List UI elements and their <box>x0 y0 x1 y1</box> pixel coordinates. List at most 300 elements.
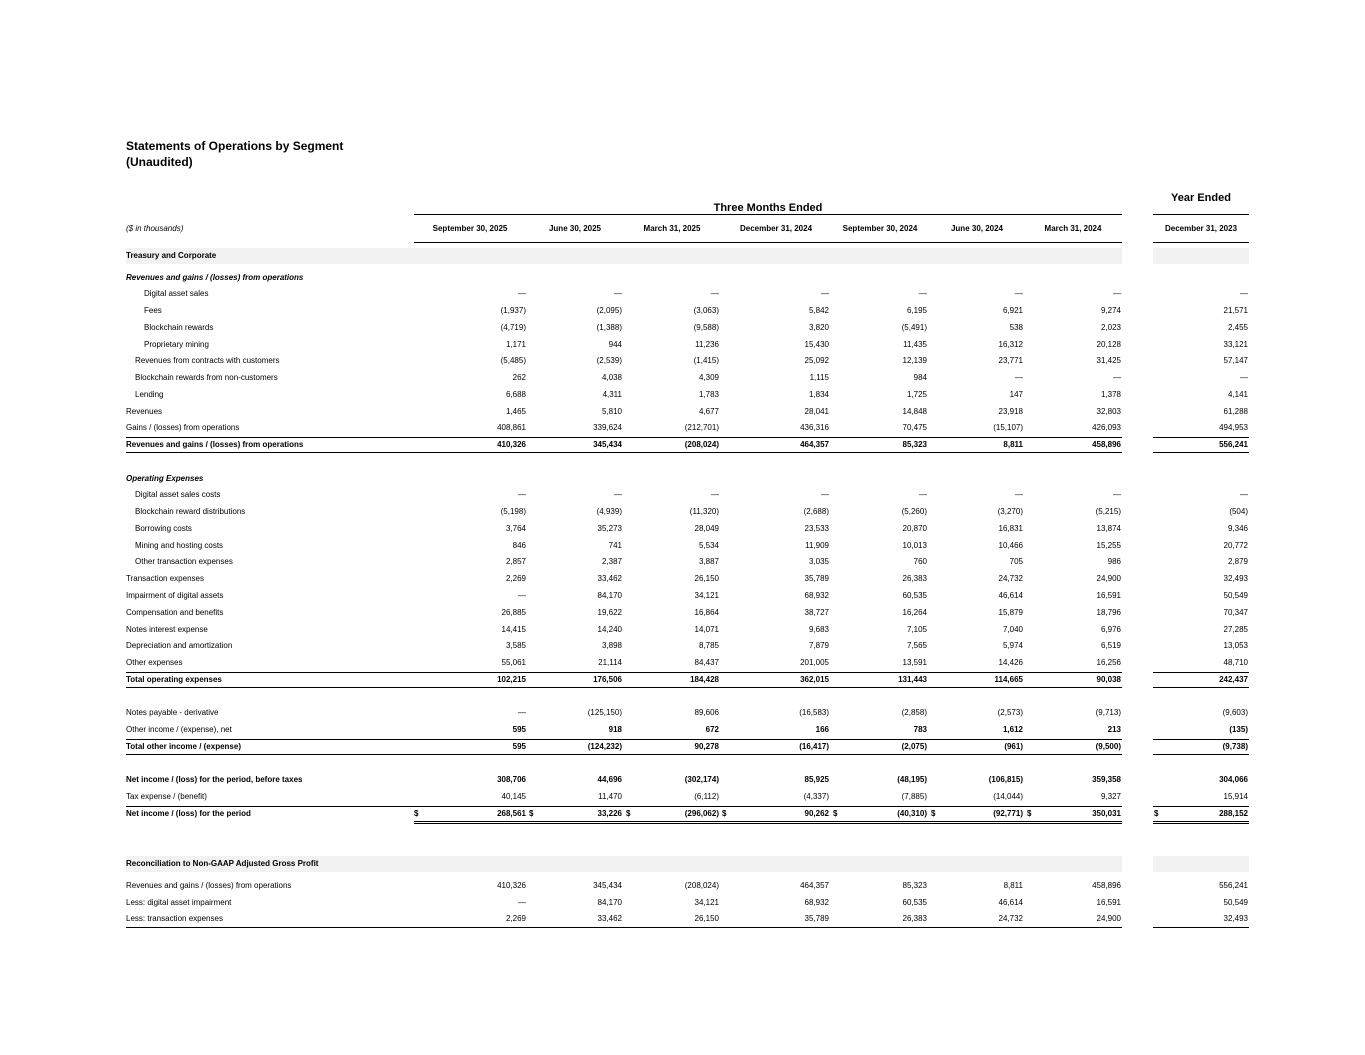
cell-value: 33,226 <box>597 809 622 818</box>
cell-value: (2,075) <box>901 742 927 751</box>
table-row <box>0 249 1365 263</box>
cell-value: (4,719) <box>500 323 526 332</box>
cell-value: 34,121 <box>694 898 719 907</box>
cell-value: 595 <box>512 725 526 734</box>
cell-value: 14,071 <box>694 625 719 634</box>
cell-value: 986 <box>1107 557 1121 566</box>
cell-value: (135) <box>1229 725 1248 734</box>
cell-value: 16,864 <box>694 608 719 617</box>
cell-value: (208,024) <box>684 881 719 890</box>
cell-value: 494,953 <box>1219 423 1248 432</box>
cell-value: 11,909 <box>805 541 829 550</box>
cell-value: — <box>1240 373 1248 382</box>
cell-value: — <box>518 591 526 600</box>
cell-value: (3,270) <box>997 507 1023 516</box>
table-row <box>0 438 1365 452</box>
cell-value: 5,842 <box>808 306 829 315</box>
cell-value: 1,612 <box>1002 725 1023 734</box>
cell-value: 8,811 <box>1003 881 1023 890</box>
cell-value: — <box>1240 490 1248 499</box>
cell-value: — <box>518 898 526 907</box>
column-header-rule-right <box>1153 242 1249 243</box>
cell-value: 741 <box>608 541 622 550</box>
table-row <box>0 505 1365 519</box>
total-bottom-rule <box>126 452 1122 453</box>
row-label: Proprietary mining <box>144 340 209 349</box>
cell-value: 184,428 <box>690 675 719 684</box>
cell-value: 3,035 <box>808 557 829 566</box>
table-row <box>0 321 1365 335</box>
cell-value: (2,539) <box>596 356 622 365</box>
cell-value: 339,624 <box>593 423 622 432</box>
cell-value: 6,921 <box>1002 306 1023 315</box>
dollar-sign: $ <box>722 809 727 818</box>
cell-value: 33,121 <box>1223 340 1248 349</box>
cell-value: (9,603) <box>1222 708 1248 717</box>
cell-value: 10,466 <box>998 541 1023 550</box>
cell-value: (296,062) <box>684 809 719 818</box>
cell-value: 14,426 <box>998 658 1023 667</box>
cell-value: 4,038 <box>601 373 622 382</box>
cell-value: 166 <box>815 725 829 734</box>
cell-value: 28,041 <box>804 407 829 416</box>
row-label: Mining and hosting costs <box>135 541 224 550</box>
table-row <box>0 740 1365 754</box>
cell-value: 5,974 <box>1002 641 1023 650</box>
cell-value: 24,732 <box>998 914 1023 923</box>
cell-value: 4,677 <box>698 407 719 416</box>
cell-value: 9,683 <box>808 625 829 634</box>
cell-value: — <box>821 289 829 298</box>
table-row <box>0 857 1365 871</box>
cell-value: 1,115 <box>809 373 829 382</box>
cell-value: 14,240 <box>597 625 622 634</box>
column-header: June 30, 2024 <box>950 224 1004 233</box>
table-row <box>0 912 1365 926</box>
row-label: Revenues and gains / (losses) from operations <box>126 440 304 449</box>
cell-value: 102,215 <box>497 675 526 684</box>
row-label: Operating Expenses <box>126 474 204 483</box>
table-row <box>0 656 1365 670</box>
cell-value: 2,879 <box>1227 557 1248 566</box>
cell-value: 26,150 <box>694 574 719 583</box>
table-row <box>0 338 1365 352</box>
cell-value: (9,713) <box>1095 708 1121 717</box>
cell-value: — <box>1113 490 1121 499</box>
cell-value: 458,896 <box>1092 881 1121 890</box>
row-label: Notes interest expense <box>126 625 208 634</box>
cell-value: — <box>1015 490 1023 499</box>
cell-value: 14,415 <box>501 625 526 634</box>
cell-value: 1,171 <box>505 340 526 349</box>
cell-value: 426,093 <box>1092 423 1121 432</box>
cell-value: 16,591 <box>1096 591 1121 600</box>
cell-value: — <box>1113 289 1121 298</box>
net-double-rule <box>1153 821 1249 824</box>
cell-value: (1,415) <box>693 356 719 365</box>
cell-value: 538 <box>1009 323 1023 332</box>
cell-value: 84,437 <box>694 658 719 667</box>
cell-value: (7,885) <box>901 792 927 801</box>
cell-value: (40,310) <box>897 809 927 818</box>
cell-value: 26,150 <box>694 914 719 923</box>
table-row <box>0 790 1365 804</box>
cell-value: 85,925 <box>804 775 829 784</box>
units-label: ($ in thousands) <box>126 224 184 233</box>
cell-value: 14,848 <box>902 407 927 416</box>
cell-value: (504) <box>1229 507 1248 516</box>
cell-value: (14,044) <box>993 792 1023 801</box>
cell-value: 345,434 <box>593 440 622 449</box>
cell-value: 131,443 <box>898 675 927 684</box>
cell-value: 15,914 <box>1223 792 1248 801</box>
cell-value: — <box>518 490 526 499</box>
cell-value: 556,241 <box>1219 881 1248 890</box>
cell-value: 34,121 <box>694 591 719 600</box>
cell-value: 1,465 <box>505 407 526 416</box>
total-top-rule <box>1153 739 1249 740</box>
net-top-rule <box>1153 806 1249 807</box>
table-row <box>0 354 1365 368</box>
cell-value: (6,112) <box>694 792 719 801</box>
total-top-rule <box>126 739 1122 740</box>
table-row <box>0 773 1365 787</box>
cell-value: 1,834 <box>808 390 829 399</box>
cell-value: 783 <box>913 725 927 734</box>
cell-value: 7,105 <box>906 625 927 634</box>
cell-value: 3,820 <box>808 323 829 332</box>
cell-value: 984 <box>913 373 927 382</box>
cell-value: 19,622 <box>597 608 622 617</box>
cell-value: 213 <box>1107 725 1121 734</box>
total-bottom-rule <box>126 687 1122 688</box>
cell-value: 268,561 <box>497 809 526 818</box>
cell-value: 85,323 <box>902 440 927 449</box>
net-top-rule <box>126 806 1122 807</box>
table-row <box>0 522 1365 536</box>
cell-value: 3,887 <box>698 557 719 566</box>
cell-value: 2,269 <box>505 914 526 923</box>
total-top-rule <box>1153 437 1249 438</box>
cell-value: 350,031 <box>1092 809 1121 818</box>
cell-value: 410,326 <box>497 881 526 890</box>
cell-value: 85,323 <box>902 881 927 890</box>
cell-value: 7,879 <box>808 641 829 650</box>
row-label: Digital asset sales costs <box>135 490 221 499</box>
table-row <box>0 807 1365 821</box>
cell-value: 46,614 <box>998 898 1023 907</box>
cell-value: (92,771) <box>993 809 1023 818</box>
table-row <box>0 879 1365 893</box>
table-row <box>0 388 1365 402</box>
table-row <box>0 405 1365 419</box>
cell-value: 55,061 <box>501 658 526 667</box>
cell-value: (9,588) <box>693 323 719 332</box>
column-header-rule-left <box>414 242 1122 243</box>
cell-value: 9,274 <box>1100 306 1121 315</box>
cell-value: 32,493 <box>1223 574 1248 583</box>
cell-value: 2,455 <box>1227 323 1248 332</box>
cell-value: 114,665 <box>994 675 1023 684</box>
cell-value: 345,434 <box>593 881 622 890</box>
row-label: Other transaction expenses <box>135 557 233 566</box>
statement-title <box>126 138 343 170</box>
cell-value: 61,288 <box>1223 407 1248 416</box>
cell-value: (16,417) <box>799 742 829 751</box>
cell-value: 35,789 <box>804 574 829 583</box>
row-label: Revenues and gains / (losses) from operations <box>126 273 304 282</box>
table-row <box>0 572 1365 586</box>
cell-value: — <box>614 490 622 499</box>
column-header: December 31, 2024 <box>739 224 813 233</box>
table-bottom-rule <box>1153 927 1249 928</box>
cell-value: (16,583) <box>799 708 829 717</box>
total-bottom-rule <box>126 754 1122 755</box>
cell-value: 44,696 <box>597 775 622 784</box>
cell-value: 288,152 <box>1219 809 1248 818</box>
cell-value: 2,387 <box>601 557 622 566</box>
column-header: December 31, 2023 <box>1164 224 1238 233</box>
cell-value: 5,534 <box>698 541 719 550</box>
cell-value: 16,591 <box>1096 898 1121 907</box>
dollar-sign: $ <box>833 809 838 818</box>
cell-value: (2,688) <box>803 507 829 516</box>
cell-value: 70,475 <box>902 423 927 432</box>
row-label: Total operating expenses <box>126 675 222 684</box>
cell-value: 50,549 <box>1223 591 1248 600</box>
cell-value: 60,535 <box>902 898 927 907</box>
cell-value: — <box>518 289 526 298</box>
title-line-2: (Unaudited) <box>126 155 193 169</box>
dollar-sign: $ <box>529 809 534 818</box>
cell-value: 9,327 <box>1100 792 1121 801</box>
cell-value: 9,346 <box>1227 524 1248 533</box>
row-label: Transaction expenses <box>126 574 204 583</box>
cell-value: 24,900 <box>1096 574 1121 583</box>
cell-value: 458,896 <box>1092 440 1121 449</box>
total-bottom-rule <box>1153 687 1249 688</box>
cell-value: 20,870 <box>902 524 927 533</box>
cell-value: 35,273 <box>597 524 622 533</box>
cell-value: 24,732 <box>998 574 1023 583</box>
cell-value: 16,831 <box>998 524 1023 533</box>
cell-value: 362,015 <box>800 675 829 684</box>
cell-value: 68,932 <box>804 591 829 600</box>
table-row <box>0 673 1365 687</box>
cell-value: (5,198) <box>500 507 526 516</box>
cell-value: (5,260) <box>901 507 927 516</box>
total-bottom-rule <box>1153 754 1249 755</box>
cell-value: 26,383 <box>902 574 927 583</box>
cell-value: (106,815) <box>988 775 1023 784</box>
row-label: Impairment of digital assets <box>126 591 224 600</box>
cell-value: 1,378 <box>1100 390 1121 399</box>
cell-value: 705 <box>1009 557 1023 566</box>
cell-value: 11,470 <box>598 792 622 801</box>
cell-value: 4,311 <box>602 390 622 399</box>
cell-value: 23,771 <box>998 356 1023 365</box>
row-label: Net income / (loss) for the period, before taxes <box>126 775 303 784</box>
cell-value: 1,783 <box>698 390 719 399</box>
table-row <box>0 304 1365 318</box>
cell-value: 20,772 <box>1223 541 1248 550</box>
cell-value: 20,128 <box>1096 340 1121 349</box>
cell-value: 90,262 <box>804 809 829 818</box>
cell-value: 176,506 <box>593 675 622 684</box>
row-label: Blockchain rewards <box>144 323 214 332</box>
cell-value: 35,789 <box>804 914 829 923</box>
row-label: Less: digital asset impairment <box>126 898 232 907</box>
cell-value: 6,195 <box>906 306 927 315</box>
cell-value: 60,535 <box>902 591 927 600</box>
cell-value: 5,810 <box>601 407 622 416</box>
cell-value: 32,803 <box>1096 407 1121 416</box>
cell-value: — <box>1240 289 1248 298</box>
cell-value: 556,241 <box>1219 440 1248 449</box>
cell-value: 48,710 <box>1223 658 1248 667</box>
cell-value: (5,491) <box>901 323 927 332</box>
year-ended-rule <box>1153 214 1249 215</box>
cell-value: 10,013 <box>902 541 927 550</box>
column-header: September 30, 2024 <box>842 224 918 233</box>
cell-value: (1,937) <box>500 306 526 315</box>
cell-value: — <box>518 708 526 717</box>
cell-value: 31,425 <box>1096 356 1121 365</box>
cell-value: 13,591 <box>902 658 927 667</box>
year-ended-header: Year Ended <box>1171 192 1231 204</box>
row-label: Revenues <box>126 407 163 416</box>
three-months-header: Three Months Ended <box>713 202 823 214</box>
cell-value: 50,549 <box>1223 898 1248 907</box>
cell-value: 18,796 <box>1096 608 1121 617</box>
cell-value: 8,785 <box>698 641 719 650</box>
row-label: Total other income / (expense) <box>126 742 241 751</box>
cell-value: 24,900 <box>1096 914 1121 923</box>
cell-value: 90,278 <box>694 742 719 751</box>
cell-value: 84,170 <box>597 591 622 600</box>
cell-value: (124,232) <box>587 742 622 751</box>
net-double-rule <box>414 821 1122 824</box>
total-top-rule <box>1153 672 1249 673</box>
row-label: Reconciliation to Non-GAAP Adjusted Gross Profit <box>126 859 319 868</box>
row-label: Digital asset sales <box>144 289 209 298</box>
cell-value: 90,038 <box>1096 675 1121 684</box>
cell-value: (3,063) <box>693 306 719 315</box>
cell-value: 464,357 <box>800 881 829 890</box>
table-row <box>0 706 1365 720</box>
cell-value: 13,874 <box>1096 524 1121 533</box>
dollar-sign: $ <box>626 809 631 818</box>
row-label: Less: transaction expenses <box>126 914 223 923</box>
table-row <box>0 472 1365 486</box>
dollar-sign: $ <box>1154 809 1159 818</box>
cell-value: 359,358 <box>1092 775 1121 784</box>
row-label: Gains / (losses) from operations <box>126 423 240 432</box>
row-label: Borrowing costs <box>135 524 192 533</box>
column-header: September 30, 2025 <box>432 224 508 233</box>
total-bottom-rule <box>1153 452 1249 453</box>
table-row <box>0 589 1365 603</box>
cell-value: — <box>821 490 829 499</box>
cell-value: — <box>919 490 927 499</box>
cell-value: (11,320) <box>689 507 719 516</box>
row-label: Notes payable - derivative <box>126 708 219 717</box>
cell-value: (302,174) <box>684 775 719 784</box>
cell-value: (208,024) <box>684 440 719 449</box>
dollar-sign: $ <box>1027 809 1032 818</box>
cell-value: 760 <box>913 557 927 566</box>
cell-value: 2,857 <box>505 557 526 566</box>
table-row <box>0 287 1365 301</box>
cell-value: 57,147 <box>1223 356 1248 365</box>
cell-value: (2,858) <box>901 708 927 717</box>
cell-value: 147 <box>1009 390 1023 399</box>
three-months-rule <box>414 214 1122 215</box>
cell-value: (1,388) <box>596 323 622 332</box>
row-label: Lending <box>135 390 164 399</box>
cell-value: 944 <box>608 340 622 349</box>
column-header: June 30, 2025 <box>548 224 602 233</box>
cell-value: 304,066 <box>1219 775 1248 784</box>
table-row <box>0 488 1365 502</box>
cell-value: 40,145 <box>501 792 526 801</box>
row-label: Fees <box>144 306 162 315</box>
cell-value: 21,571 <box>1223 306 1248 315</box>
table-row <box>0 606 1365 620</box>
row-label: Other income / (expense), net <box>126 725 232 734</box>
cell-value: 15,430 <box>804 340 829 349</box>
row-label: Revenues from contracts with customers <box>135 356 280 365</box>
cell-value: 6,688 <box>505 390 526 399</box>
cell-value: 6,976 <box>1100 625 1121 634</box>
cell-value: 1,725 <box>906 390 927 399</box>
cell-value: 15,255 <box>1096 541 1121 550</box>
cell-value: 846 <box>512 541 526 550</box>
cell-value: 464,357 <box>800 440 829 449</box>
cell-value: 33,462 <box>597 574 622 583</box>
dollar-sign: $ <box>414 809 419 818</box>
cell-value: (125,150) <box>587 708 622 717</box>
table-row <box>0 371 1365 385</box>
cell-value: 4,141 <box>1227 390 1248 399</box>
cell-value: 25,092 <box>804 356 829 365</box>
cell-value: — <box>1113 373 1121 382</box>
cell-value: 70,347 <box>1223 608 1248 617</box>
cell-value: (4,337) <box>803 792 829 801</box>
cell-value: 4,309 <box>698 373 719 382</box>
cell-value: — <box>711 289 719 298</box>
cell-value: (212,701) <box>684 423 719 432</box>
cell-value: 595 <box>512 742 526 751</box>
cell-value: (2,095) <box>596 306 622 315</box>
cell-value: 38,727 <box>804 608 829 617</box>
cell-value: 7,565 <box>906 641 927 650</box>
row-label: Net income / (loss) for the period <box>126 809 251 818</box>
cell-value: 23,533 <box>804 524 829 533</box>
cell-value: 11,435 <box>903 340 927 349</box>
cell-value: 3,764 <box>505 524 526 533</box>
dollar-sign: $ <box>931 809 936 818</box>
cell-value: 15,879 <box>998 608 1023 617</box>
cell-value: 410,326 <box>497 440 526 449</box>
cell-value: 12,139 <box>902 356 927 365</box>
cell-value: (15,107) <box>993 423 1023 432</box>
cell-value: 16,264 <box>902 608 927 617</box>
cell-value: 84,170 <box>597 898 622 907</box>
cell-value: — <box>1015 289 1023 298</box>
table-row <box>0 896 1365 910</box>
cell-value: 436,316 <box>800 423 829 432</box>
